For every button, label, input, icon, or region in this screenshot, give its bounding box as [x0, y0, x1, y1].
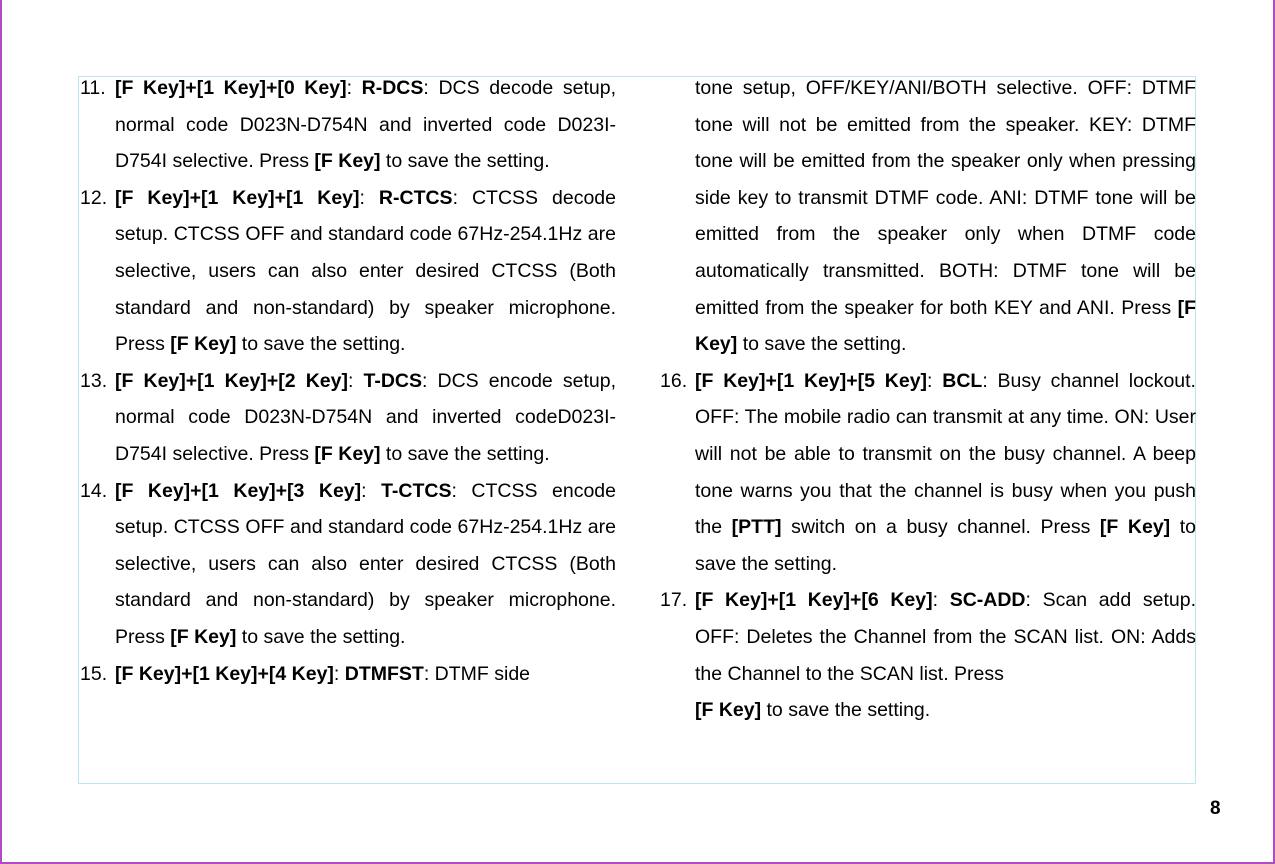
item-number: 15.	[80, 662, 108, 685]
key-combo: [F Key]+[1 Key]+[1 Key]	[115, 186, 360, 209]
key-combo: [F Key]+[1 Key]+[5 Key]	[695, 369, 928, 392]
list-item-13	[80, 363, 616, 473]
item-number: 11.	[80, 77, 106, 99]
list-item-17	[660, 582, 1196, 728]
key-combo: [F Key]+[1 Key]+[4 Key]	[115, 662, 334, 685]
description: : DTMF side	[423, 662, 531, 685]
separator: :	[347, 369, 364, 392]
item-number: 12.	[80, 186, 108, 209]
separator: :	[346, 77, 362, 99]
parameter-name: BCL	[942, 369, 983, 392]
description: : CTCSS encode setup. CTCSS OFF and standard code 67Hz-254.1Hz are selective, users can also enter desired CTCSS (Both standard and non-standard) by speaker microphone. Press	[115, 479, 616, 648]
list-item-15	[80, 656, 616, 693]
right-column	[660, 70, 1196, 729]
press-key: [F Key]	[695, 296, 1196, 356]
description-end: to save the setting.	[737, 333, 907, 356]
list-item-14	[80, 473, 616, 656]
description: tone setup, OFF/KEY/ANI/BOTH selective. OFF: DTMF tone will not be emitted from the speaker. KEY: DTMF tone will be emitted from the speaker only when pressing side key to transmit DTMF code. ANI: DTMF tone will be emitted from the speaker only when DTMF code automatically transmitted. BOTH: DTMF tone will be emitted from the speaker for both KEY and ANI. Press	[695, 77, 1196, 319]
separator: :	[932, 589, 950, 612]
list-item-12	[80, 180, 616, 363]
parameter-name: R-CTCS	[378, 186, 453, 209]
key-combo: [F Key]+[1 Key]+[6 Key]	[695, 589, 933, 612]
separator: :	[333, 662, 345, 685]
ptt-key: [PTT]	[731, 516, 782, 539]
press-key: [F Key]	[314, 150, 381, 173]
description: : Busy channel lockout. OFF: The mobile radio can transmit at any time. ON: User will not be able to transmit on the busy channel. A beep tone warns you that the channel is busy when you push the	[695, 369, 1196, 539]
separator: :	[927, 369, 943, 392]
description-end: to save the setting.	[761, 699, 931, 722]
description-mid: switch on a busy channel. Press	[781, 516, 1100, 539]
item-text	[115, 656, 616, 693]
parameter-name: R-DCS	[361, 77, 424, 99]
description: : DCS decode setup, normal code D023N-D754N and inverted code D023I-D754I selective. Press	[115, 77, 616, 173]
key-combo: [F Key]+[1 Key]+[0 Key]	[115, 77, 347, 99]
parameter-name: T-DCS	[363, 369, 422, 392]
item-text	[115, 70, 616, 180]
item-text	[115, 473, 616, 656]
description-end: to save the setting.	[236, 333, 406, 356]
description-end: to save the setting.	[380, 150, 550, 173]
description-end: to save the setting.	[236, 625, 406, 648]
page-number: 8	[1210, 798, 1221, 819]
item-text	[695, 582, 1196, 728]
press-key: [F Key]	[170, 333, 237, 356]
item-text	[115, 180, 616, 363]
separator: :	[359, 186, 379, 209]
description-end: to save the setting.	[695, 516, 1196, 575]
parameter-name: DTMFST	[344, 662, 424, 685]
parameter-name: T-CTCS	[381, 479, 452, 502]
parameter-name: SC-ADD	[949, 589, 1026, 612]
press-key: [F Key]	[1099, 516, 1171, 539]
list-item-16	[660, 363, 1196, 583]
key-combo: [F Key]+[1 Key]+[3 Key]	[115, 479, 362, 502]
press-key: [F Key]	[695, 699, 762, 722]
item-number: 17.	[660, 589, 688, 612]
description-end: to save the setting.	[380, 442, 550, 465]
left-column	[80, 70, 616, 692]
item-number: 16.	[660, 369, 688, 392]
description: : CTCSS decode setup. CTCSS OFF and standard code 67Hz-254.1Hz are selective, users can also enter desired CTCSS (Both standard and non-standard) by speaker microphone. Press	[115, 186, 616, 356]
separator: :	[361, 479, 382, 502]
description: : Scan add setup. OFF: Deletes the Channel from the SCAN list. ON: Adds the Channel to the SCAN list. Press	[695, 589, 1196, 685]
page-edge-left	[0, 0, 2, 864]
description: : DCS encode setup, normal code D023N-D754N and inverted codeD023I-D754I selective. Press	[115, 369, 616, 465]
list-item-11	[80, 70, 616, 180]
press-key: [F Key]	[314, 442, 381, 465]
item-text	[115, 363, 616, 473]
item-number: 13.	[80, 369, 108, 392]
key-combo: [F Key]+[1 Key]+[2 Key]	[115, 369, 348, 392]
item-15-continuation	[660, 70, 1196, 363]
item-number: 14.	[80, 479, 108, 502]
press-key: [F Key]	[170, 625, 237, 648]
item-text	[695, 363, 1196, 583]
